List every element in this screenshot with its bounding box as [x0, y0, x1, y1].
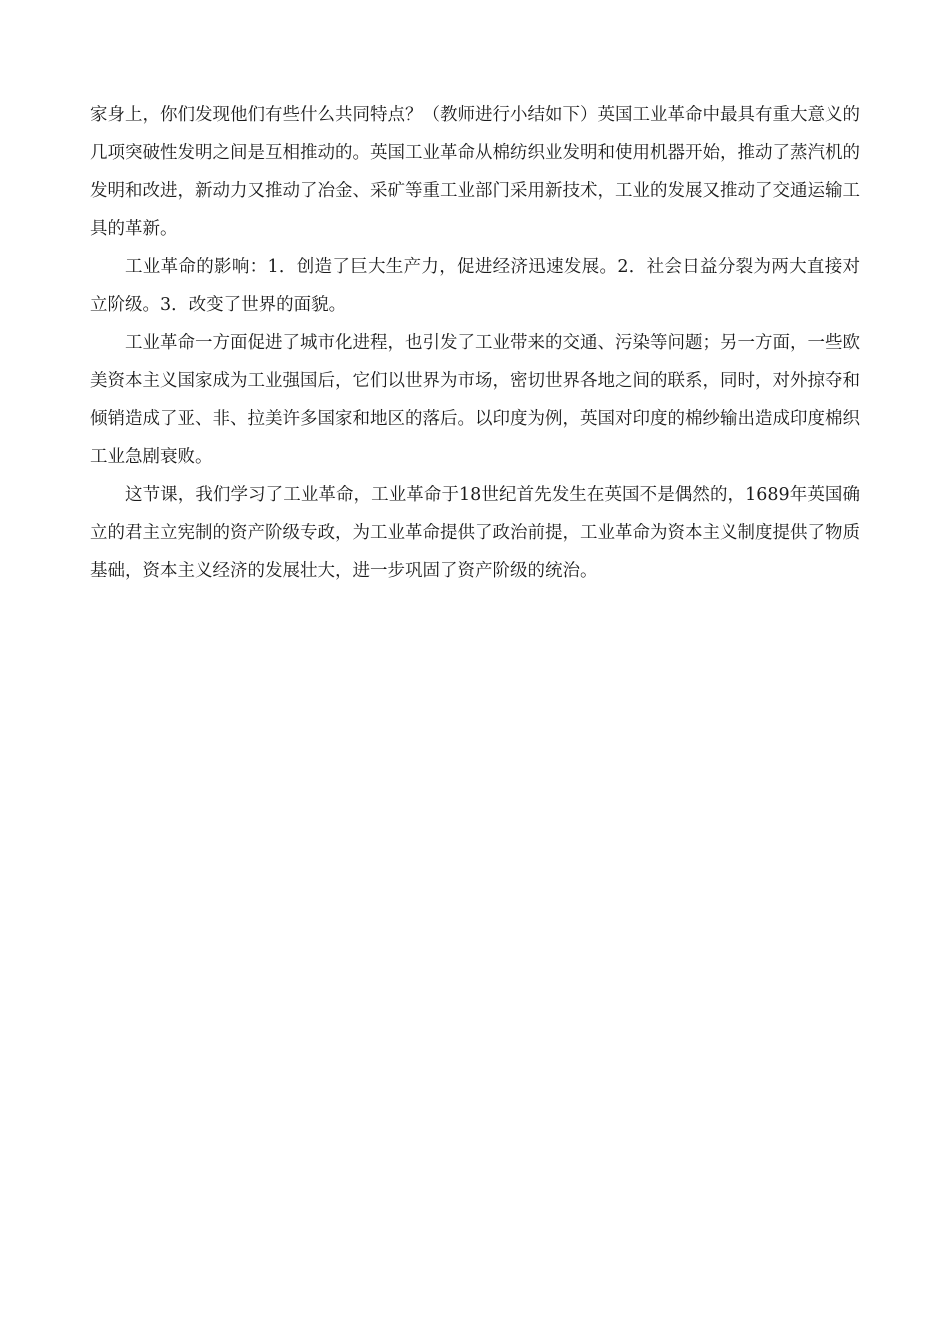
document-body	[90, 96, 860, 590]
paragraph-continued-inventions: 家身上，你们发现他们有些什么共同特点？（教师进行小结如下）英国工业革命中最具有重大意义的几项突破性发明之间是互相推动的。英国工业革命从棉纺织业发明和使用机器开始，推动了蒸汽机的发明和改进，新动力又推动了冶金、采矿等重工业部门采用新技术，工业的发展又推动了交通运输工具的革新。	[90, 105, 860, 239]
paragraph-urbanization: 工业革命一方面促进了城市化进程，也引发了工业带来的交通、污染等问题；另一方面，一些欧美资本主义国家成为工业强国后，它们以世界为市场，密切世界各地之间的联系，同时，对外掠夺和倾销造成了亚、非、拉美许多国家和地区的落后。以印度为例，英国对印度的棉纱输出造成印度棉织工业急剧衰败。	[90, 333, 860, 467]
paragraph-impact: 工业革命的影响：1．创造了巨大生产力，促进经济迅速发展。2．社会日益分裂为两大直接对立阶级。3．改变了世界的面貌。	[90, 257, 860, 315]
paragraph-summary: 这节课，我们学习了工业革命，工业革命于18世纪首先发生在英国不是偶然的，1689年英国确立的君主立宪制的资产阶级专政，为工业革命提供了政治前提，工业革命为资本主义制度提供了物质基础，资本主义经济的发展壮大，进一步巩固了资产阶级的统治。	[90, 485, 860, 581]
